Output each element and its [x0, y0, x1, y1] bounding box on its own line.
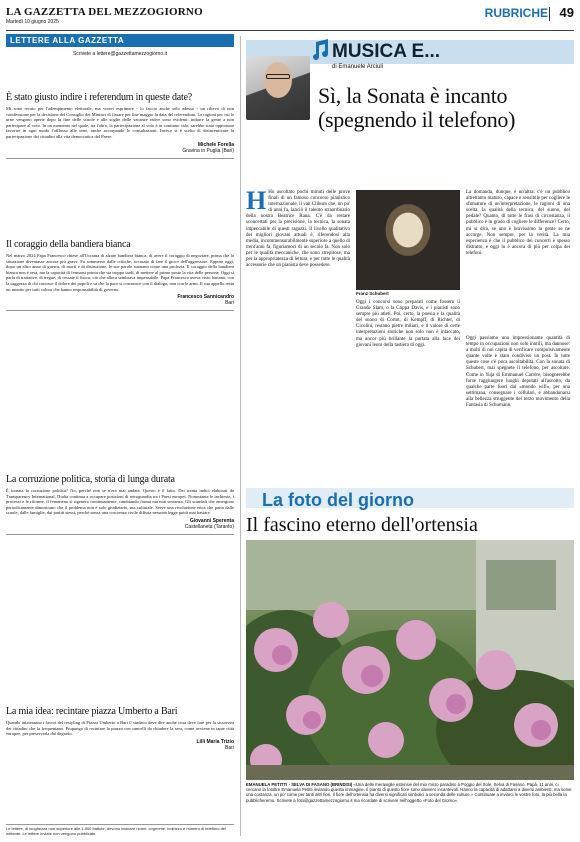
- letter-signature: [6, 142, 234, 154]
- music-note-icon: [310, 38, 330, 62]
- letter-divider: [6, 158, 234, 159]
- letter-signature: [6, 294, 234, 306]
- issue-date: Martedì 10 giugno 2025: [6, 19, 59, 25]
- letter-author: Francesco Sannicandro: [177, 294, 234, 301]
- letter-author: Lilli Maria Trizio: [196, 738, 234, 745]
- drop-cap: H: [246, 186, 267, 215]
- letters-banner: LETTERE ALLA GAZZETTA: [6, 34, 234, 47]
- letter-body: Quando inizieranno i lavori del restyling di Piazza Umberto a Bari il sindaco deve dire anche cosa deve fare per la sicurezza dei cittadini che la frequentano. Propongo di recintare la piazza con cancelli da chiudere la sera, come avviene in tante città europee, per preservarla dal degrado.: [6, 720, 234, 737]
- schubert-portrait: [356, 190, 460, 290]
- letter-divider: [6, 310, 234, 311]
- letter-title: La corruzione politica, storia di lunga durata: [6, 474, 175, 485]
- photo-headline: Il fascino eterno dell'ortensia: [246, 514, 478, 536]
- hydrangea-photo: [246, 540, 574, 780]
- music-byline: di Emanuele Arciuli: [332, 64, 384, 70]
- article-column-2: [356, 300, 460, 349]
- header-divider: [549, 7, 550, 21]
- article-column-4: [466, 336, 570, 409]
- letter-divider: [6, 534, 234, 535]
- letter-place: Gravina in Puglia (Bari): [182, 147, 234, 154]
- photo-caption-author: EMANUELA PETITTI - SELVA DI FASANO (BRINDISI): [246, 782, 353, 787]
- author-face: [264, 62, 292, 98]
- column-divider: [240, 36, 241, 836]
- letter-signature: [6, 739, 234, 751]
- masthead: LA GAZZETTA DEL MEZZOGIORNO: [6, 6, 203, 18]
- letter-item: [6, 474, 234, 535]
- article-text: La domanda, dunque, è un'altra: c'è un pubblico altrettanto maturo, capace e sensibile per cogliere le sfumature di un'interpretazione, le ragioni di una scelta, la qualità della tecnica, del suono, del pedale? Quanto, di tutte le frasi di circostanza, il pubblico è in grado di cogliere le differenze? Certo, mi si dirà, se uno è bravissimo la gente se ne accorge. Non sempre, per la verità. La mia esperienza è che il pubblico dei concerti è spesso distratto, e oggi lo è ancora di più per colpa dei telefoni.: [466, 190, 570, 256]
- letter-place: Bari: [225, 744, 234, 751]
- letter-place: Bari: [225, 300, 234, 307]
- section-name: RUBRICHE: [484, 6, 548, 20]
- letter-author: Giovanni Sperenta: [189, 517, 234, 524]
- letters-footnote: Le lettere, di lunghezza non superiore alle 1.500 battute, devono indicare nome, cognome, indirizzo e numero di telefono del mittente. Le lettere inviate non vengono pubblicate.: [6, 824, 234, 837]
- hydrangea-illustration: [246, 540, 574, 780]
- article-column-3: [466, 190, 570, 257]
- header-rule: [6, 30, 574, 31]
- letter-place: Castellaneta (Taranto): [184, 523, 234, 530]
- music-headline: Sì, la Sonata è incanto (spegnendo il telefono): [318, 83, 516, 132]
- article-text: Oggi passiamo una impressionante quantità di tempo in occupazioni non solo inutili, ma dannose: a molti di noi capita di verificare compulsivamente quante volte è stato condiviso un post. In tutte queste cose c'è poca ascoltabilità. Con la sonata di Schubert, mai spegnete il telefono, per ascoltare. Come in Yuja di Emmanuel Carrère, bisognerebbe forse raggiungere luoghi deputati all'ascolto, da qualche parte fuori dal «mondo wifi», per una settimana, consegnare i cellulari, e abbandonarsi alla bellezza struggente del terzo movimento della Fantasia di Schumann.: [466, 336, 570, 409]
- letter-title: È stato giusto indire i referendum in queste date?: [6, 92, 193, 103]
- author-glasses: [266, 74, 290, 79]
- letter-title: La mia idea: recintare piazza Umberto a Bari: [6, 706, 178, 717]
- photo-caption-text: «Una delle meraviglie estensie del mio micro paradiso a Poggio del Sole, Selva di Fasano. Papà, 11 anni, ci cercano la fotoltre Emanuela Petitti inviando questa immagine. Il pianto di questo fiore sono davvero incantevoli. Hanno la capacità di adattarsi a diversi ambienti, ma serve una costanza, un po' come per tanti altri fiori. Il fiore dell'ortensia ha diversi significati simbolici a seconda delle culture.» Continuate a inviarci le vostre foto, la più bella la pubblicheremo. Scrivete a foto@gazzettamezzogiorno.it ma ricordate di scrivere nell'oggetto «Foto del Giorno».: [246, 782, 572, 803]
- page-number: 49: [559, 5, 574, 20]
- letter-item: [6, 92, 234, 159]
- article-text: Oggi i concorsi sono preparati come fossero il Grande Slam, o la Coppa Davis, e i pianisti sono sempre più atleti. Poi, certo, la poesia e la qualità del suono di Cortot, di Kempff, di Richter, di Cicolini, restano pietre miliari, e il valore di certe interpretazioni storiche non solo non è intaccato, ma ancor più brillante la portata alla luce dei giovani leoni della tastiera di oggi.: [356, 300, 460, 348]
- letter-item: [6, 239, 234, 311]
- letter-author: Michele Forella: [197, 141, 234, 148]
- letter-item: [6, 706, 234, 751]
- author-photo: [246, 56, 310, 120]
- photo-caption: [246, 782, 574, 803]
- letters-contact[interactable]: Scrivete a lettere@gazzettamezzogiorno.it: [72, 51, 167, 57]
- article-column-1: [246, 186, 350, 269]
- music-article-body: [246, 186, 574, 490]
- letter-body: Nel marzo 2024 Papa Francesco chiese all'Ucraina di alzare bandiera bianca, di avere il coraggio di negoziare, prima che la situazione diventasse ancora più grave. Fu sommerso dalle critiche, accusato di fare il gioco dell'aggressore. Eppure oggi, dopo un altro anno di guerra, di morti e di distruzione, le sue parole suonano come una profezia. Il coraggio della bandiera bianca non è resa, ma la capacità di fermarsi prima che sia troppo tardi, di mettere al primo posto la vita delle persone. Oggi si parla di trattative, di tregue, di cessate il fuoco: ciò che allora sembrava impensabile. Papa Francesco aveva visto lontano, con la saggezza di chi conosce il dolore dei popoli e sa che la pace si costruisce con il dialogo, non con le armi. Il suo appello resta un monito per tutti coloro che hanno responsabilità di governo.: [6, 253, 234, 292]
- letter-body: È tornata la corruzione politica? No, perché non se n'era mai andata. Questo è il fatto. Dei trenta indici elaborati da Transparency International, l'Italia continua a occupare posizioni di retroguardia tra i Paesi europei. Nonostante le inchieste, i processi e le riforme, il fenomeno si rigenera continuamente, cambiando forma ma non sostanza. Gli scandali che emergono periodicamente dimostrano che il problema non è solo giudiziario, ma culturale. Serve una rivoluzione etica che parta dalle scuole, dalle famiglie, dai partiti stessi, perché senza una coscienza civile diffusa nessuna legge potrà mai bastare.: [6, 488, 234, 516]
- music-section-title: MUSICA E...: [332, 41, 441, 62]
- letter-body: Mi sono recato per l'adempimento elettorale, ma vorrei esprimere - lo faccio anche solo adesso - un rilievo di non condivisione per la decisione del Consiglio dei Ministri di fissare per fine maggio la data del referendum. Le ragioni per cui le urne vengono aperte dopo la fine delle scuole e alle soglie delle vacanze estive sono evidenti: indurre la gente a non partecipare al voto. In un momento nel quale, tra l'altro, la partecipazione al voto è in continuo calo, sarebbe stato opportuno favorire in ogni modo l'afflusso alle urne, anche accorpando le consultazioni. Invece si è scelto di disincentivare la partecipazione dei cittadini alla vita democratica del Paese.: [6, 106, 234, 139]
- photo-section-title: La foto del giorno: [262, 490, 414, 510]
- letter-signature: [6, 518, 234, 530]
- letters-column: [6, 34, 234, 839]
- portrait-caption: Franz Schubert: [356, 291, 389, 296]
- article-text: Ho ascoltato pochi minuti delle prove finali di un famoso concorso pianistico internazionale, il van Cliburn che, un po' di anni fa, lanciò il talento straordinario della nostra Beatrice Rana. C'è da restare sconcertati per la precisione, la tecnica, la sonata impeccabile di questi ragazzi. Il livello qualitativo dei migliori giovani attuali è, riferendosi alla media, incommensurabilmente superiore a quello di trent'anni fa, figuriamoci di un secolo fa. Non solo per le qualità meccaniche, che sono strepitose, ma per la appropriatezza di lettura, e per tutte le qualità accessorie che un pianista deve possedere.: [246, 190, 350, 269]
- letter-title: Il coraggio della bandiera bianca: [6, 239, 131, 250]
